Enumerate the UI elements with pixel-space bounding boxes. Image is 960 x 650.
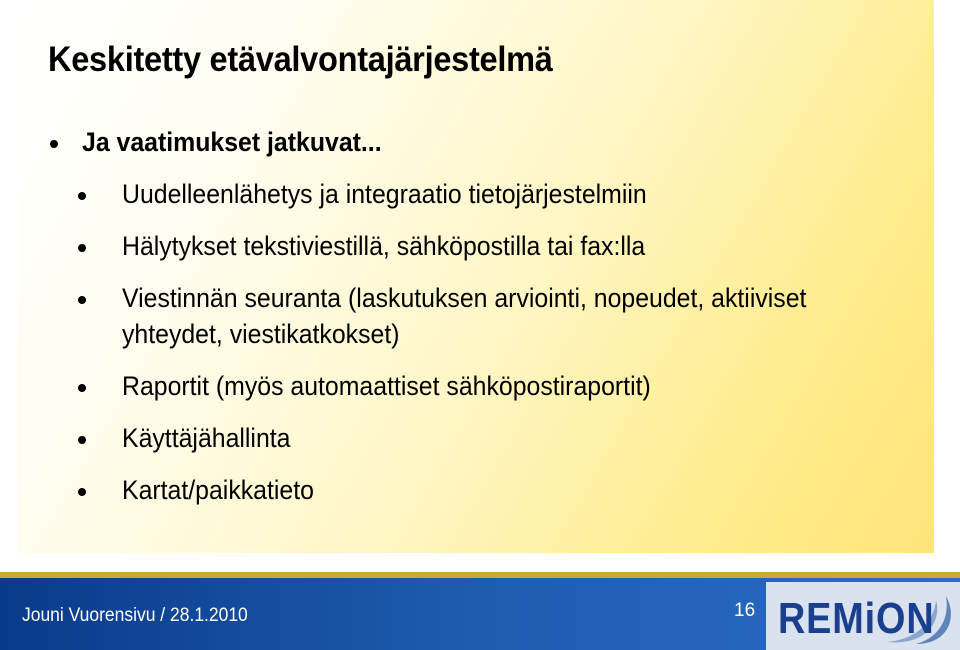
bullet-text: Kartat/paikkatieto [122,475,314,505]
bullet-dot [78,384,86,392]
bullet-dot [78,296,86,304]
bullet-text: Käyttäjähallinta [122,423,291,453]
bullet-dot [78,436,86,444]
bullet-dot [78,488,86,496]
bullet-item [70,420,910,456]
bullet-item [70,472,910,508]
bullet-item [70,176,910,212]
page-number: 16 [734,600,756,621]
bullet-list [70,124,910,524]
bullet-item [70,280,910,352]
bullet-text: Uudelleenlähetys ja integraatio tietojärjestelmiin [122,179,647,209]
footer-author: Jouni Vuorensivu / 28.1.2010 [22,605,248,626]
remion-logo [766,582,960,650]
bullet-dot [50,140,58,148]
bullet-dot [78,244,86,252]
bullet-intro [70,124,910,160]
bullet-text: Ja vaatimukset jatkuvat... [82,127,382,157]
bullet-dot [78,192,86,200]
bullet-text: Raportit (myös automaattiset sähköpostiraportit) [122,371,651,401]
bullet-item [70,228,910,264]
bullet-item [70,368,910,404]
slide-title: Keskitetty etävalvontajärjestelmä [48,40,553,79]
logo-text: REMiON [778,594,935,643]
bullet-text: Hälytykset tekstiviestillä, sähköpostilla tai fax:lla [122,231,646,261]
bullet-text: Viestinnän seuranta (laskutuksen arviointi, nopeudet, aktiiviset yhteydet, viestikatkokset) [122,283,807,349]
